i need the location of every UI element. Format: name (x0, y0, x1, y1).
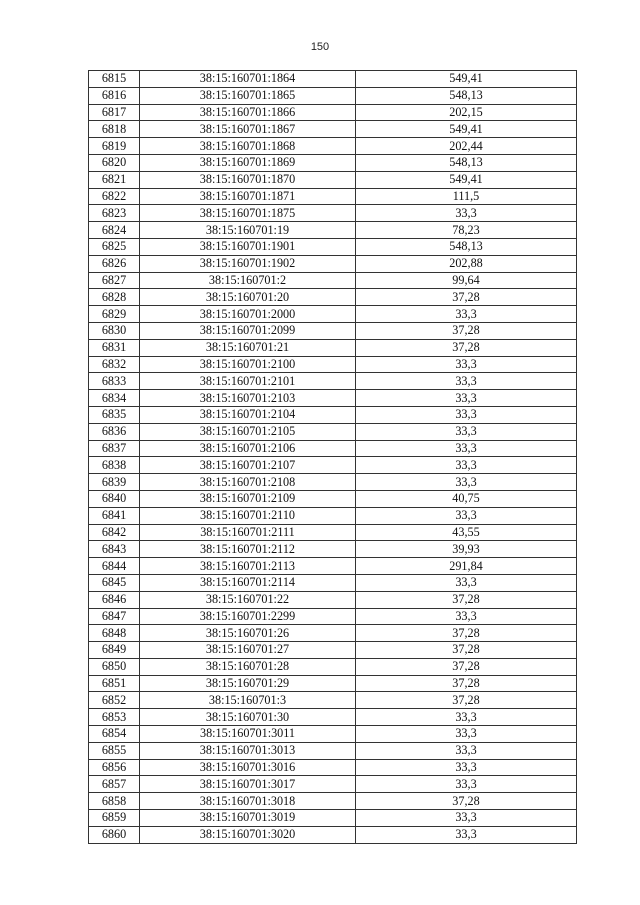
area-value-cell: 202,44 (356, 138, 577, 155)
table-row (89, 457, 577, 474)
area-value-cell: 291,84 (356, 558, 577, 575)
area-value-cell: 33,3 (356, 574, 577, 591)
area-value-cell: 548,13 (356, 154, 577, 171)
table-row (89, 742, 577, 759)
area-value-cell: 33,3 (356, 507, 577, 524)
area-value-cell: 99,64 (356, 272, 577, 289)
row-number-cell: 6849 (89, 642, 140, 659)
cadastral-number-cell: 38:15:160701:2105 (140, 423, 356, 440)
cadastral-number-cell: 38:15:160701:2108 (140, 474, 356, 491)
area-value-cell: 33,3 (356, 709, 577, 726)
row-number-cell: 6842 (89, 524, 140, 541)
area-value-cell: 202,88 (356, 255, 577, 272)
row-number-cell: 6815 (89, 71, 140, 88)
cadastral-number-cell: 38:15:160701:3020 (140, 826, 356, 843)
row-number-cell: 6843 (89, 541, 140, 558)
area-value-cell: 111,5 (356, 188, 577, 205)
cadastral-number-cell: 38:15:160701:1865 (140, 87, 356, 104)
row-number-cell: 6853 (89, 709, 140, 726)
area-value-cell: 33,3 (356, 457, 577, 474)
row-number-cell: 6851 (89, 675, 140, 692)
table-row (89, 541, 577, 558)
area-value-cell: 43,55 (356, 524, 577, 541)
table-row (89, 658, 577, 675)
row-number-cell: 6847 (89, 608, 140, 625)
area-value-cell: 548,13 (356, 87, 577, 104)
table-row (89, 507, 577, 524)
area-value-cell: 33,3 (356, 608, 577, 625)
cadastral-number-cell: 38:15:160701:2104 (140, 406, 356, 423)
table-row (89, 793, 577, 810)
table-row (89, 289, 577, 306)
cadastral-number-cell: 38:15:160701:2101 (140, 373, 356, 390)
table-row (89, 474, 577, 491)
row-number-cell: 6829 (89, 306, 140, 323)
table-row (89, 692, 577, 709)
row-number-cell: 6845 (89, 574, 140, 591)
area-value-cell: 37,28 (356, 322, 577, 339)
area-value-cell: 33,3 (356, 423, 577, 440)
table-row (89, 423, 577, 440)
area-value-cell: 33,3 (356, 440, 577, 457)
table-row (89, 104, 577, 121)
table-row (89, 574, 577, 591)
row-number-cell: 6839 (89, 474, 140, 491)
row-number-cell: 6846 (89, 591, 140, 608)
cadastral-number-cell: 38:15:160701:2000 (140, 306, 356, 323)
row-number-cell: 6834 (89, 390, 140, 407)
table-row (89, 238, 577, 255)
table-row (89, 675, 577, 692)
row-number-cell: 6854 (89, 726, 140, 743)
area-value-cell: 33,3 (356, 406, 577, 423)
cadastral-number-cell: 38:15:160701:27 (140, 642, 356, 659)
row-number-cell: 6824 (89, 222, 140, 239)
row-number-cell: 6833 (89, 373, 140, 390)
area-value-cell: 37,28 (356, 339, 577, 356)
cadastral-number-cell: 38:15:160701:28 (140, 658, 356, 675)
table-row (89, 373, 577, 390)
area-value-cell: 33,3 (356, 306, 577, 323)
cadastral-number-cell: 38:15:160701:3 (140, 692, 356, 709)
table-row (89, 558, 577, 575)
area-value-cell: 33,3 (356, 759, 577, 776)
area-value-cell: 33,3 (356, 390, 577, 407)
cadastral-number-cell: 38:15:160701:1875 (140, 205, 356, 222)
cadastral-number-cell: 38:15:160701:1901 (140, 238, 356, 255)
area-value-cell: 37,28 (356, 642, 577, 659)
table-row (89, 188, 577, 205)
row-number-cell: 6844 (89, 558, 140, 575)
table-row (89, 390, 577, 407)
cadastral-number-cell: 38:15:160701:2107 (140, 457, 356, 474)
table-row (89, 205, 577, 222)
area-value-cell: 33,3 (356, 474, 577, 491)
table-row (89, 171, 577, 188)
table-row (89, 87, 577, 104)
row-number-cell: 6860 (89, 826, 140, 843)
cadastral-number-cell: 38:15:160701:2100 (140, 356, 356, 373)
row-number-cell: 6858 (89, 793, 140, 810)
table-row (89, 339, 577, 356)
area-value-cell: 37,28 (356, 793, 577, 810)
area-value-cell: 37,28 (356, 675, 577, 692)
cadastral-number-cell: 38:15:160701:21 (140, 339, 356, 356)
cadastral-number-cell: 38:15:160701:2109 (140, 490, 356, 507)
area-value-cell: 33,3 (356, 810, 577, 827)
page-number: 150 (310, 41, 330, 53)
cadastral-number-cell: 38:15:160701:1870 (140, 171, 356, 188)
cadastral-number-cell: 38:15:160701:1871 (140, 188, 356, 205)
row-number-cell: 6856 (89, 759, 140, 776)
row-number-cell: 6850 (89, 658, 140, 675)
cadastral-number-cell: 38:15:160701:20 (140, 289, 356, 306)
area-value-cell: 549,41 (356, 171, 577, 188)
cadastral-number-cell: 38:15:160701:2113 (140, 558, 356, 575)
cadastral-number-cell: 38:15:160701:1867 (140, 121, 356, 138)
cadastral-number-cell: 38:15:160701:29 (140, 675, 356, 692)
row-number-cell: 6827 (89, 272, 140, 289)
table-row (89, 322, 577, 339)
table-row (89, 272, 577, 289)
cadastral-number-cell: 38:15:160701:2111 (140, 524, 356, 541)
row-number-cell: 6830 (89, 322, 140, 339)
table-row (89, 71, 577, 88)
table-row (89, 625, 577, 642)
table-row (89, 642, 577, 659)
table-row (89, 810, 577, 827)
area-value-cell: 33,3 (356, 205, 577, 222)
table-row (89, 776, 577, 793)
area-value-cell: 33,3 (356, 776, 577, 793)
table-row (89, 490, 577, 507)
row-number-cell: 6822 (89, 188, 140, 205)
cadastral-number-cell: 38:15:160701:22 (140, 591, 356, 608)
cadastral-number-cell: 38:15:160701:3013 (140, 742, 356, 759)
cadastral-number-cell: 38:15:160701:2106 (140, 440, 356, 457)
row-number-cell: 6817 (89, 104, 140, 121)
row-number-cell: 6836 (89, 423, 140, 440)
cadastral-number-cell: 38:15:160701:26 (140, 625, 356, 642)
cadastral-number-cell: 38:15:160701:19 (140, 222, 356, 239)
area-value-cell: 39,93 (356, 541, 577, 558)
table-row (89, 524, 577, 541)
table-row (89, 759, 577, 776)
cadastral-number-cell: 38:15:160701:30 (140, 709, 356, 726)
row-number-cell: 6816 (89, 87, 140, 104)
area-value-cell: 37,28 (356, 625, 577, 642)
table-row (89, 826, 577, 843)
cadastral-number-cell: 38:15:160701:2 (140, 272, 356, 289)
cadastral-number-cell: 38:15:160701:1866 (140, 104, 356, 121)
cadastral-number-cell: 38:15:160701:2299 (140, 608, 356, 625)
table-row (89, 222, 577, 239)
cadastral-number-cell: 38:15:160701:1864 (140, 71, 356, 88)
area-value-cell: 33,3 (356, 373, 577, 390)
area-value-cell: 78,23 (356, 222, 577, 239)
row-number-cell: 6857 (89, 776, 140, 793)
row-number-cell: 6820 (89, 154, 140, 171)
area-value-cell: 37,28 (356, 591, 577, 608)
row-number-cell: 6819 (89, 138, 140, 155)
row-number-cell: 6855 (89, 742, 140, 759)
row-number-cell: 6832 (89, 356, 140, 373)
cadastral-number-cell: 38:15:160701:3019 (140, 810, 356, 827)
cadastral-number-cell: 38:15:160701:1902 (140, 255, 356, 272)
area-value-cell: 37,28 (356, 289, 577, 306)
area-value-cell: 548,13 (356, 238, 577, 255)
area-value-cell: 37,28 (356, 692, 577, 709)
cadastral-number-cell: 38:15:160701:2112 (140, 541, 356, 558)
row-number-cell: 6828 (89, 289, 140, 306)
table-row (89, 709, 577, 726)
row-number-cell: 6859 (89, 810, 140, 827)
cadastral-number-cell: 38:15:160701:3011 (140, 726, 356, 743)
row-number-cell: 6837 (89, 440, 140, 457)
cadastral-number-cell: 38:15:160701:2110 (140, 507, 356, 524)
row-number-cell: 6838 (89, 457, 140, 474)
row-number-cell: 6852 (89, 692, 140, 709)
cadastral-number-cell: 38:15:160701:1869 (140, 154, 356, 171)
table-row (89, 591, 577, 608)
table-row (89, 121, 577, 138)
table-row (89, 138, 577, 155)
row-number-cell: 6826 (89, 255, 140, 272)
table-row (89, 440, 577, 457)
area-value-cell: 40,75 (356, 490, 577, 507)
cadastral-number-cell: 38:15:160701:3016 (140, 759, 356, 776)
row-number-cell: 6840 (89, 490, 140, 507)
cadastral-number-cell: 38:15:160701:2099 (140, 322, 356, 339)
cadastral-number-cell: 38:15:160701:2114 (140, 574, 356, 591)
row-number-cell: 6818 (89, 121, 140, 138)
table-row (89, 154, 577, 171)
area-value-cell: 202,15 (356, 104, 577, 121)
area-value-cell: 549,41 (356, 71, 577, 88)
table-row (89, 406, 577, 423)
area-value-cell: 33,3 (356, 826, 577, 843)
table-row (89, 726, 577, 743)
registry-table-body (89, 71, 577, 844)
row-number-cell: 6823 (89, 205, 140, 222)
row-number-cell: 6825 (89, 238, 140, 255)
area-value-cell: 549,41 (356, 121, 577, 138)
cadastral-number-cell: 38:15:160701:2103 (140, 390, 356, 407)
table-row (89, 356, 577, 373)
table-row (89, 608, 577, 625)
area-value-cell: 37,28 (356, 658, 577, 675)
row-number-cell: 6821 (89, 171, 140, 188)
area-value-cell: 33,3 (356, 726, 577, 743)
row-number-cell: 6841 (89, 507, 140, 524)
row-number-cell: 6835 (89, 406, 140, 423)
row-number-cell: 6831 (89, 339, 140, 356)
cadastral-number-cell: 38:15:160701:3018 (140, 793, 356, 810)
area-value-cell: 33,3 (356, 356, 577, 373)
table-row (89, 306, 577, 323)
table-row (89, 255, 577, 272)
area-value-cell: 33,3 (356, 742, 577, 759)
cadastral-number-cell: 38:15:160701:1868 (140, 138, 356, 155)
row-number-cell: 6848 (89, 625, 140, 642)
registry-table (88, 70, 577, 844)
cadastral-number-cell: 38:15:160701:3017 (140, 776, 356, 793)
